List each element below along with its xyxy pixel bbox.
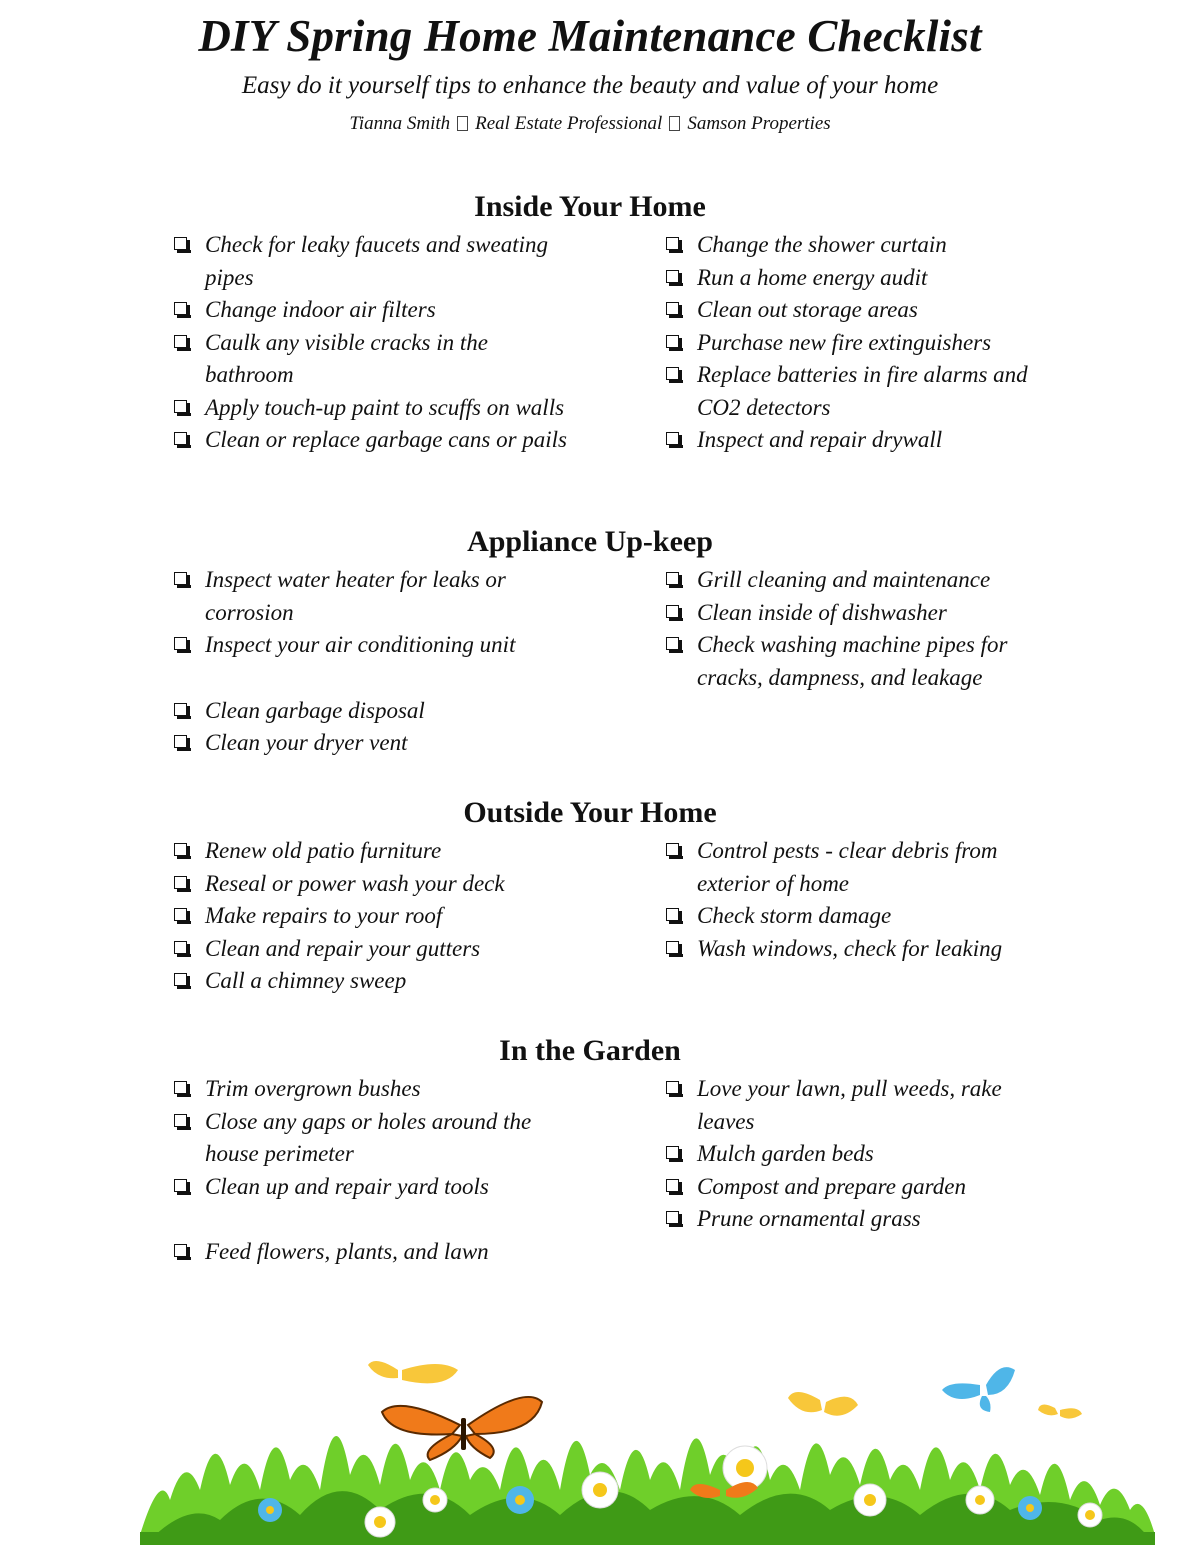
checklist-item-label: Clean your dryer vent xyxy=(205,730,408,755)
checkbox-icon[interactable] xyxy=(174,941,187,954)
grass-blades-icon xyxy=(140,1436,1155,1545)
checklist-item[interactable] xyxy=(172,424,572,457)
checklist-item[interactable] xyxy=(172,1073,572,1106)
checklist-item-label: Feed flowers, plants, and lawn xyxy=(205,1239,489,1264)
section-heading: In the Garden xyxy=(499,1034,681,1067)
checklist-item[interactable] xyxy=(664,597,1064,630)
checklist-item[interactable] xyxy=(172,1236,572,1269)
checklist-item-label: Grill cleaning and maintenance xyxy=(697,567,991,592)
checklist-item[interactable] xyxy=(664,629,1064,694)
blue-butterfly-icon xyxy=(942,1367,1015,1412)
checklist-item[interactable] xyxy=(172,868,572,901)
checkbox-icon[interactable] xyxy=(666,335,679,348)
section-inside-your-home xyxy=(0,189,1186,452)
checklist-item-label: Clean and repair your gutters xyxy=(205,935,481,961)
checklist-item-label: Clean up and repair yard tools xyxy=(205,1173,489,1199)
checklist-item-label: Clean or replace garbage cans or pails xyxy=(205,427,568,452)
checklist-item[interactable] xyxy=(664,564,1064,597)
checklist-item-label: Apply touch-up paint to scuffs on walls xyxy=(205,394,565,420)
section-outside-your-home xyxy=(0,795,1186,993)
page-title: DIY Spring Home Maintenance Checklist xyxy=(198,11,982,61)
checkbox-icon[interactable] xyxy=(666,941,679,954)
checklist-item[interactable] xyxy=(172,229,572,294)
checklist-item[interactable] xyxy=(664,229,1064,262)
checklist-item-label: Change indoor air filters xyxy=(205,297,436,322)
checkbox-icon[interactable] xyxy=(174,908,187,921)
checklist-item[interactable] xyxy=(664,1138,1064,1171)
section-heading: Appliance Up-keep xyxy=(467,525,713,558)
checkbox-icon[interactable] xyxy=(174,876,187,889)
checklist-item-label: Make repairs to your roof xyxy=(205,903,443,928)
checkbox-icon[interactable] xyxy=(666,270,679,283)
checklist-item[interactable] xyxy=(664,294,1064,327)
checklist-item-label: Call a chimney sweep xyxy=(205,968,407,993)
checkbox-icon[interactable] xyxy=(666,843,679,856)
checklist-item-label: Renew old patio furniture xyxy=(205,838,442,863)
checklist-item-label: Control pests - clear debris from exterior of home xyxy=(697,838,998,896)
checklist-item[interactable] xyxy=(664,1203,1064,1236)
checkbox-icon[interactable] xyxy=(666,1081,679,1094)
checkbox-icon[interactable] xyxy=(666,1211,679,1224)
checklist-item[interactable] xyxy=(664,1171,1064,1204)
checkbox-icon[interactable] xyxy=(666,908,679,921)
checklist-right-column xyxy=(664,229,1064,457)
byline-name: Tianna Smith xyxy=(349,113,451,134)
checklist-left-column xyxy=(172,835,572,998)
checklist-item[interactable] xyxy=(664,424,1064,457)
checklist-item-label: Inspect and repair drywall xyxy=(697,427,943,452)
checklist-right-column xyxy=(664,1073,1064,1236)
checklist-item[interactable] xyxy=(664,327,1064,360)
checklist-right-column xyxy=(664,835,1064,965)
checklist-item-label: Check for leaky faucets and sweating pipes xyxy=(205,232,549,290)
checklist-item[interactable] xyxy=(664,359,1064,424)
checkbox-icon[interactable] xyxy=(174,843,187,856)
checklist-item[interactable] xyxy=(172,392,572,425)
checklist-left-column xyxy=(172,1073,572,1269)
checkbox-icon[interactable] xyxy=(174,1179,187,1192)
byline-company: Samson Properties xyxy=(687,113,831,134)
checklist-item[interactable] xyxy=(172,965,572,998)
checklist-item-label: Love your lawn, pull weeds, rake leaves xyxy=(697,1076,1002,1134)
checklist-item[interactable] xyxy=(172,1171,572,1204)
checkbox-icon[interactable] xyxy=(174,637,187,650)
checklist-item-label: Wash windows, check for leaking xyxy=(697,935,1003,961)
checklist-item-label: Check storm damage xyxy=(697,903,892,928)
checklist-item-label: Close any gaps or holes around the house perimeter xyxy=(205,1108,532,1166)
checkbox-icon[interactable] xyxy=(174,400,187,413)
checklist-item-label: Run a home energy audit xyxy=(697,264,928,290)
checklist-item-label: Clean out storage areas xyxy=(697,297,918,322)
checklist-item-label: Compost and prepare garden xyxy=(697,1173,966,1199)
checklist-item[interactable] xyxy=(172,564,572,629)
checklist-item-label: Replace batteries in fire alarms and CO2 detectors xyxy=(697,362,1028,420)
checkbox-icon[interactable] xyxy=(174,335,187,348)
section-appliance-up-keep xyxy=(0,524,1186,755)
section-heading: Inside Your Home xyxy=(474,190,706,223)
checkbox-icon[interactable] xyxy=(174,973,187,986)
checkbox-icon[interactable] xyxy=(174,1081,187,1094)
separator-glyph-icon xyxy=(457,116,468,131)
checklist-right-column xyxy=(664,564,1064,694)
checkbox-icon[interactable] xyxy=(174,735,187,748)
checklist-item[interactable] xyxy=(172,933,572,966)
checklist-item-label: Prune ornamental grass xyxy=(697,1206,921,1231)
checkbox-icon[interactable] xyxy=(174,302,187,315)
checklist-left-column xyxy=(172,564,572,760)
checkbox-icon[interactable] xyxy=(666,1179,679,1192)
checkbox-icon[interactable] xyxy=(174,1114,187,1127)
checkbox-icon[interactable] xyxy=(174,703,187,716)
checklist-item[interactable] xyxy=(172,727,572,760)
checkbox-icon[interactable] xyxy=(666,432,679,445)
checklist-item[interactable] xyxy=(172,294,572,327)
checklist-item[interactable] xyxy=(172,629,572,662)
checklist-item[interactable] xyxy=(664,900,1064,933)
page-subtitle: Easy do it yourself tips to enhance the beauty and value of your home xyxy=(241,72,939,99)
checklist-item-label: Change the shower curtain xyxy=(697,232,947,257)
checkbox-icon[interactable] xyxy=(666,572,679,585)
checklist-item-label: Caulk any visible cracks in the bathroom xyxy=(205,329,488,387)
checklist-item-label: Trim overgrown bushes xyxy=(205,1076,421,1101)
checklist-item-label: Clean garbage disposal xyxy=(205,697,425,723)
section-in-the-garden xyxy=(0,1033,1186,1264)
checklist-item-label: Inspect your air conditioning unit xyxy=(205,632,516,657)
checklist-item-label: Check washing machine pipes for cracks, dampness, and leakage xyxy=(697,632,1008,690)
checkbox-icon[interactable] xyxy=(666,1146,679,1159)
checkbox-icon[interactable] xyxy=(174,572,187,585)
checklist-item-label: Clean inside of dishwasher xyxy=(697,599,947,625)
checklist-item-label: Inspect water heater for leaks or corrosion xyxy=(205,567,506,625)
checklist-item[interactable] xyxy=(664,933,1064,966)
checkbox-icon[interactable] xyxy=(174,237,187,250)
checklist-item[interactable] xyxy=(172,327,572,392)
section-heading: Outside Your Home xyxy=(463,796,717,829)
byline-role: Real Estate Professional xyxy=(475,113,663,134)
byline xyxy=(0,113,1180,135)
checklist-item-label: Purchase new fire extinguishers xyxy=(697,329,992,355)
checkbox-icon[interactable] xyxy=(174,1244,187,1257)
checklist-item[interactable] xyxy=(664,262,1064,295)
checkbox-icon[interactable] xyxy=(666,237,679,250)
checkbox-icon[interactable] xyxy=(174,432,187,445)
checkbox-icon[interactable] xyxy=(666,605,679,618)
checklist-item[interactable] xyxy=(172,1106,572,1171)
checklist-item[interactable] xyxy=(172,695,572,728)
checkbox-icon[interactable] xyxy=(666,637,679,650)
checklist-item[interactable] xyxy=(172,900,572,933)
garden-illustration xyxy=(130,1350,1160,1545)
checkbox-icon[interactable] xyxy=(666,367,679,380)
checklist-left-column xyxy=(172,229,572,457)
checklist-item-label: Mulch garden beds xyxy=(697,1141,874,1166)
separator-glyph-icon xyxy=(669,116,680,131)
checklist-item[interactable] xyxy=(172,835,572,868)
checklist-item[interactable] xyxy=(664,1073,1064,1138)
checkbox-icon[interactable] xyxy=(666,302,679,315)
checklist-item-label: Reseal or power wash your deck xyxy=(205,870,505,896)
checklist-item[interactable] xyxy=(664,835,1064,900)
